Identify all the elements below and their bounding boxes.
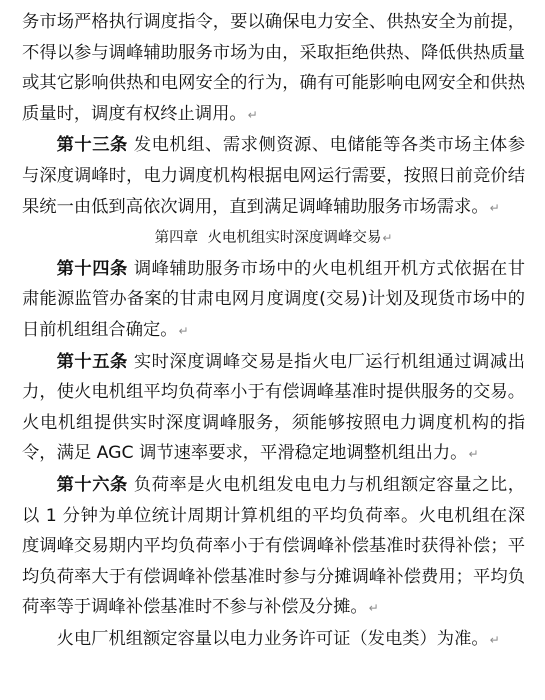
article-label: 第十三条 xyxy=(56,135,128,156)
article-label: 第十六条 xyxy=(56,474,128,495)
paragraph-mark-icon: ↵ xyxy=(247,107,258,122)
article-text: 实时深度调峰交易是指火电厂运行机组通过调减出力，使火电机组平均负荷率小于有偿调峰基准时提供服务的交易。火电机组提供实时深度调峰服务，须能够按照电力调度机构的指令，满足 AGC 调节速率要求，平滑稳定地调整机组出力。 xyxy=(22,351,525,464)
paragraph-mark-icon: ↵ xyxy=(468,447,479,462)
paragraph-capacity-note xyxy=(22,624,525,656)
article-text: 调峰辅助服务市场中的火电机组开机方式依据在甘肃能源监管办备案的甘肃电网月度调度(交易)计划及现货市场中的日前机组组合确定。 xyxy=(22,258,525,340)
paragraph-mark-icon: ↵ xyxy=(489,632,500,647)
article-16 xyxy=(22,470,525,624)
paragraph-mark-icon: ↵ xyxy=(178,323,189,338)
article-15 xyxy=(22,347,525,470)
article-14 xyxy=(22,254,525,347)
article-label: 第十四条 xyxy=(56,258,128,279)
article-label: 第十五条 xyxy=(56,351,128,372)
paragraph-continuation xyxy=(22,7,525,130)
article-text: 发电机组、需求侧资源、电储能等各类市场主体参与深度调峰时，电力调度机构根据电网运行需要，按照日前竞价结果统一由低到高依次调用，直到满足调峰辅助服务市场需求。 xyxy=(22,135,525,217)
paragraph-mark-icon: ↵ xyxy=(489,200,500,215)
paragraph-text: 务市场严格执行调度指令，要以确保电力安全、供热安全为前提，不得以参与调峰辅助服务市场为由，采取拒绝供热、降低供热质量或其它影响供热和电网安全的行为，确有可能影响电网安全和供热质量时，调度有权终止调用。 xyxy=(22,12,525,124)
paragraph-text: 火电厂机组额定容量以电力业务许可证（发电类）为准。 xyxy=(56,628,489,649)
paragraph-mark-icon: ↵ xyxy=(382,231,393,246)
article-13 xyxy=(22,130,525,223)
chapter-heading xyxy=(22,223,525,254)
paragraph-mark-icon: ↵ xyxy=(368,601,379,616)
chapter-heading-text: 第四章 火电机组实时深度调峰交易 xyxy=(154,230,382,247)
article-text: 负荷率是火电机组发电电力与机组额定容量之比，以 1 分钟为单位统计周期计算机组的平均负荷率。火电机组在深度调峰交易期内平均负荷率小于有偿调峰补偿基准时获得补偿；平均负荷率大于有偿调峰补偿基准时参与分摊调峰补偿费用；平均负荷率等于调峰补偿基准时不参与补偿及分摊。 xyxy=(22,474,525,618)
